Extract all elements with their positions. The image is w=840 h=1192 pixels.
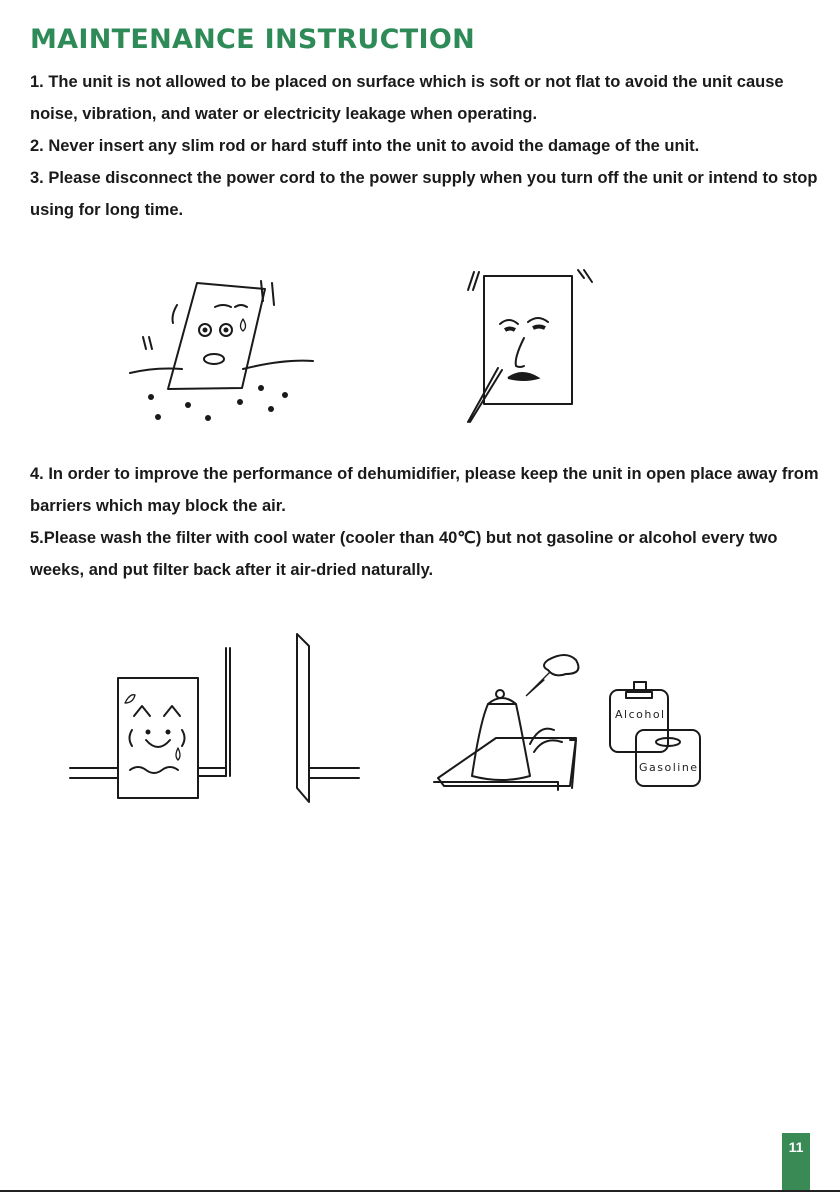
instruction-1: 1. The unit is not allowed to be placed on surface which is soft or not flat to avoid the unit cause noise, vibration, and water or electricity leakage when operating. — [30, 73, 784, 123]
page-title: MAINTENANCE INSTRUCTION — [30, 24, 475, 55]
rod-insertion-illustration — [460, 268, 600, 428]
instruction-5: 5.Please wash the filter with cool water (cooler than 40℃) but not gasoline or alcohol every two weeks, and put filter back after it air-dried naturally. — [30, 529, 778, 579]
instruction-4: 4. In order to improve the performance of dehumidifier, please keep the unit in open place away from barriers which may block the air. — [30, 465, 819, 515]
instruction-2: 2. Never insert any slim rod or hard stuff into the unit to avoid the damage of the unit. — [30, 137, 700, 155]
instructions-block-1 — [30, 66, 830, 226]
alcohol-label: Alcohol — [615, 708, 666, 721]
blocked-unit-illustration — [70, 628, 365, 808]
filter-washing-illustration — [430, 648, 710, 798]
instruction-3: 3. Please disconnect the power cord to the power supply when you turn off the unit or intend to stop using for long time. — [30, 169, 818, 219]
uneven-surface-illustration — [125, 275, 300, 425]
instructions-block-2 — [30, 458, 830, 586]
gasoline-label: Gasoline — [639, 761, 699, 774]
page-number: 11 — [782, 1133, 810, 1191]
